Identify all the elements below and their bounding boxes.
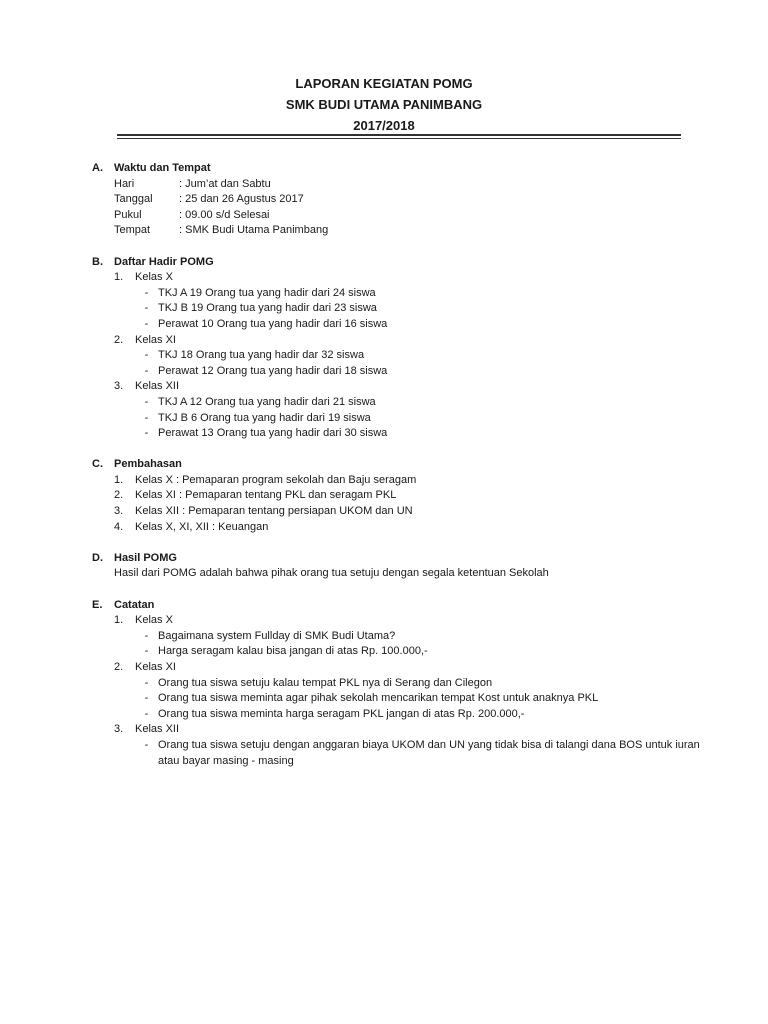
bullet-text: TKJ 18 Orang tua yang hadir dar 32 siswa — [158, 349, 365, 362]
info-row-hari — [92, 177, 712, 193]
info-value: : SMK Budi Utama Panimbang — [179, 224, 329, 237]
bullet-item — [92, 707, 712, 723]
section-title: Daftar Hadir POMG — [114, 255, 214, 268]
bullet-text: Bagaimana system Fullday di SMK Budi Utama? — [158, 629, 396, 642]
item-number: 2. — [114, 333, 124, 346]
bullet-text: Perawat 13 Orang tua yang hadir dari 30 siswa — [158, 427, 388, 440]
bullet-item — [92, 426, 712, 442]
header-rule-thin — [117, 138, 681, 139]
info-label: Tanggal — [114, 193, 153, 206]
bullet-item — [92, 691, 712, 707]
bullet-item — [92, 411, 712, 427]
item-number: 2. — [114, 661, 124, 673]
bullet-text: Orang tua siswa setuju kalau tempat PKL nya di Serang dan Cilegon — [158, 676, 493, 689]
section-title: Pembahasan — [114, 458, 182, 471]
dash-bullet: - — [144, 411, 149, 424]
dash-bullet: - — [144, 676, 149, 689]
bullet-item — [92, 348, 712, 364]
numbered-item — [92, 488, 712, 504]
section-title: Hasil POMG — [114, 551, 177, 564]
info-value: : 25 dan 26 Agustus 2017 — [179, 193, 304, 206]
info-value: : Jum’at dan Sabtu — [179, 177, 271, 190]
bullet-item — [92, 317, 712, 333]
info-label: Hari — [114, 177, 135, 190]
numbered-item — [92, 473, 712, 489]
header-rule-thick — [117, 134, 681, 136]
bullet-text: TKJ A 19 Orang tua yang hadir dari 24 siswa — [158, 286, 376, 299]
bullet-text: Perawat 12 Orang tua yang hadir dari 18 siswa — [158, 364, 388, 377]
dash-bullet: - — [144, 349, 149, 362]
item-title: Kelas XII — [135, 723, 180, 736]
section-paragraph: Hasil dari POMG adalah bahwa pihak orang tua setuju dengan segala ketentuan Sekolah — [114, 567, 549, 580]
item-text: Kelas X : Pemaparan program sekolah dan Baju seragam — [135, 473, 417, 486]
bullet-text: Orang tua siswa setuju dengan anggaran biaya UKOM dan UN yang tidak bisa di talangi dana BOS untuk iuran atau bayar masing - masing — [158, 738, 700, 767]
item-title: Kelas X — [135, 271, 173, 284]
header-school: SMK BUDI UTAMA PANIMBANG — [285, 97, 483, 112]
bullet-item — [92, 395, 712, 411]
dash-bullet: - — [144, 302, 149, 315]
info-row-tempat — [92, 223, 712, 239]
numbered-item — [92, 722, 712, 738]
bullet-text: Perawat 10 Orang tua yang hadir dari 16 siswa — [158, 317, 388, 330]
numbered-item — [92, 660, 712, 676]
info-value: : 09.00 s/d Selesai — [179, 208, 270, 221]
bullet-text: Orang tua siswa meminta agar pihak sekolah mencarikan tempat Kost untuk anaknya PKL — [158, 692, 599, 705]
section-letter: C. — [92, 458, 103, 471]
bullet-text: TKJ B 19 Orang tua yang hadir dari 23 siswa — [158, 302, 377, 315]
numbered-item — [92, 504, 712, 520]
item-text: Kelas X, XI, XII : Keuangan — [135, 520, 269, 533]
section-letter: B. — [92, 255, 103, 268]
numbered-item — [92, 613, 712, 629]
dash-bullet: - — [144, 692, 149, 705]
info-label: Pukul — [114, 208, 142, 221]
bullet-item — [92, 644, 712, 660]
header-title: LAPORAN KEGIATAN POMG — [295, 76, 473, 91]
item-text: Kelas XI : Pemaparan tentang PKL dan seragam PKL — [135, 489, 397, 502]
item-text: Kelas XII : Pemaparan tentang persiapan UKOM dan UN — [135, 505, 413, 518]
info-row-pukul — [92, 208, 712, 224]
document-header — [0, 73, 768, 136]
dash-bullet: - — [144, 629, 149, 642]
bullet-text: Harga seragam kalau bisa jangan di atas Rp. 100.000,- — [158, 645, 428, 658]
section-daftar-hadir — [92, 255, 712, 442]
item-number: 3. — [114, 505, 124, 518]
info-row-tanggal — [92, 192, 712, 208]
bullet-item — [92, 676, 712, 692]
item-title: Kelas XI — [135, 661, 176, 673]
dash-bullet: - — [144, 317, 149, 330]
item-title: Kelas XII — [135, 380, 180, 393]
section-letter: D. — [92, 551, 103, 564]
dash-bullet: - — [144, 395, 149, 408]
bullet-text: TKJ A 12 Orang tua yang hadir dari 21 siswa — [158, 395, 376, 408]
bullet-item — [92, 301, 712, 317]
item-title: Kelas XI — [135, 333, 176, 346]
section-letter: A. — [92, 162, 103, 174]
section-heading — [92, 598, 712, 614]
item-number: 3. — [114, 723, 124, 736]
item-title: Kelas X — [135, 614, 173, 627]
section-catatan — [92, 598, 712, 770]
dash-bullet: - — [144, 364, 149, 377]
numbered-item — [92, 379, 712, 395]
item-number: 4. — [114, 520, 124, 533]
bullet-item — [92, 629, 712, 645]
bullet-text: TKJ B 6 Orang tua yang hadir dari 19 siswa — [158, 411, 371, 424]
header-year: 2017/2018 — [353, 118, 415, 133]
section-heading — [92, 457, 712, 473]
report-content — [92, 161, 712, 785]
section-pembahasan — [92, 457, 712, 535]
item-number: 3. — [114, 380, 124, 393]
bullet-item — [92, 738, 712, 769]
item-number: 1. — [114, 271, 124, 284]
section-title: Catatan — [114, 598, 155, 611]
numbered-item — [92, 333, 712, 349]
section-title: Waktu dan Tempat — [114, 162, 211, 174]
bullet-item — [92, 286, 712, 302]
dash-bullet: - — [144, 645, 149, 658]
info-label: Tempat — [114, 224, 151, 237]
section-heading — [92, 161, 712, 177]
section-waktu-tempat — [92, 161, 712, 239]
dash-bullet: - — [144, 707, 149, 720]
item-number: 1. — [114, 614, 124, 627]
item-number: 1. — [114, 473, 124, 486]
section-heading — [92, 551, 712, 567]
bullet-item — [92, 364, 712, 380]
section-hasil-pomg — [92, 551, 712, 582]
dash-bullet: - — [144, 738, 149, 751]
numbered-item — [92, 270, 712, 286]
bullet-text: Orang tua siswa meminta harga seragam PKL jangan di atas Rp. 200.000,- — [158, 707, 525, 720]
dash-bullet: - — [144, 286, 149, 299]
section-letter: E. — [92, 598, 103, 611]
section-heading — [92, 255, 712, 271]
numbered-item — [92, 520, 712, 536]
dash-bullet: - — [144, 427, 149, 440]
item-number: 2. — [114, 489, 124, 502]
